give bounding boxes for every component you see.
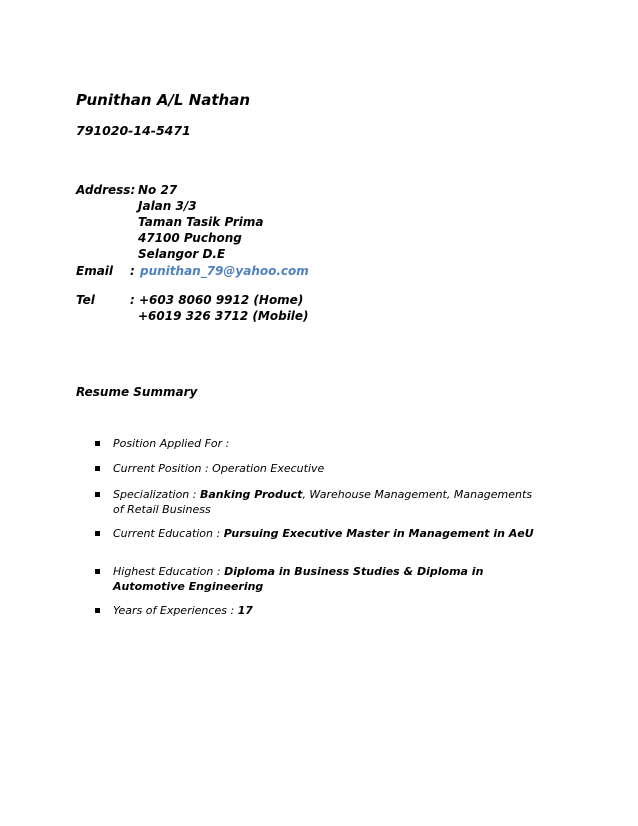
tel-mobile: +6019 326 3712 (Mobile): [138, 309, 309, 323]
summary-item-text: [113, 564, 543, 594]
candidate-name: Punithan A/L Nathan: [76, 91, 251, 109]
ic-number: 791020-14-5471: [76, 123, 191, 138]
bullet-icon: [95, 608, 100, 613]
address-line-3: Taman Tasik Prima: [138, 215, 264, 229]
summary-item-text: Current Position : Operation Executive: [113, 462, 325, 475]
email-label: Email: [76, 264, 114, 278]
address-line-4: 47100 Puchong: [138, 231, 242, 245]
summary-item-label: Years of Experiences :: [113, 604, 238, 617]
address-label: Address:: [76, 183, 136, 197]
bullet-icon: [95, 531, 100, 536]
summary-item-value: Banking Product: [199, 488, 303, 501]
summary-item-label: Current Education :: [113, 527, 224, 540]
email-link[interactable]: punithan_79@yahoo.com: [140, 264, 309, 278]
summary-item-text: [113, 603, 543, 618]
summary-item-value: Diploma in Business Studies & Diploma in Automotive Engineering: [113, 565, 484, 593]
email-colon: :: [130, 264, 135, 278]
tel-label: Tel: [76, 293, 95, 307]
bullet-icon: [95, 492, 100, 497]
summary-item-text: Position Applied For :: [113, 437, 230, 450]
tel-home: : +603 8060 9912 (Home): [130, 293, 304, 307]
summary-item-text: [113, 487, 543, 517]
summary-item-text: [113, 526, 543, 541]
address-line-1: No 27: [138, 183, 178, 197]
bullet-icon: [95, 569, 100, 574]
bullet-icon: [95, 441, 100, 446]
summary-item-value: 17: [237, 604, 253, 617]
resume-summary-title: Resume Summary: [76, 385, 198, 399]
summary-item-value: Pursuing Executive Master in Management in AeU: [223, 527, 534, 540]
address-line-5: Selangor D.E: [138, 247, 226, 261]
summary-item-label: Highest Education :: [113, 565, 225, 578]
summary-item-label: Specialization :: [113, 488, 200, 501]
address-line-2: Jalan 3/3: [138, 199, 197, 213]
bullet-icon: [95, 466, 100, 471]
summary-item-rest: , Warehouse Management, Managements of Retail Business: [113, 488, 533, 516]
